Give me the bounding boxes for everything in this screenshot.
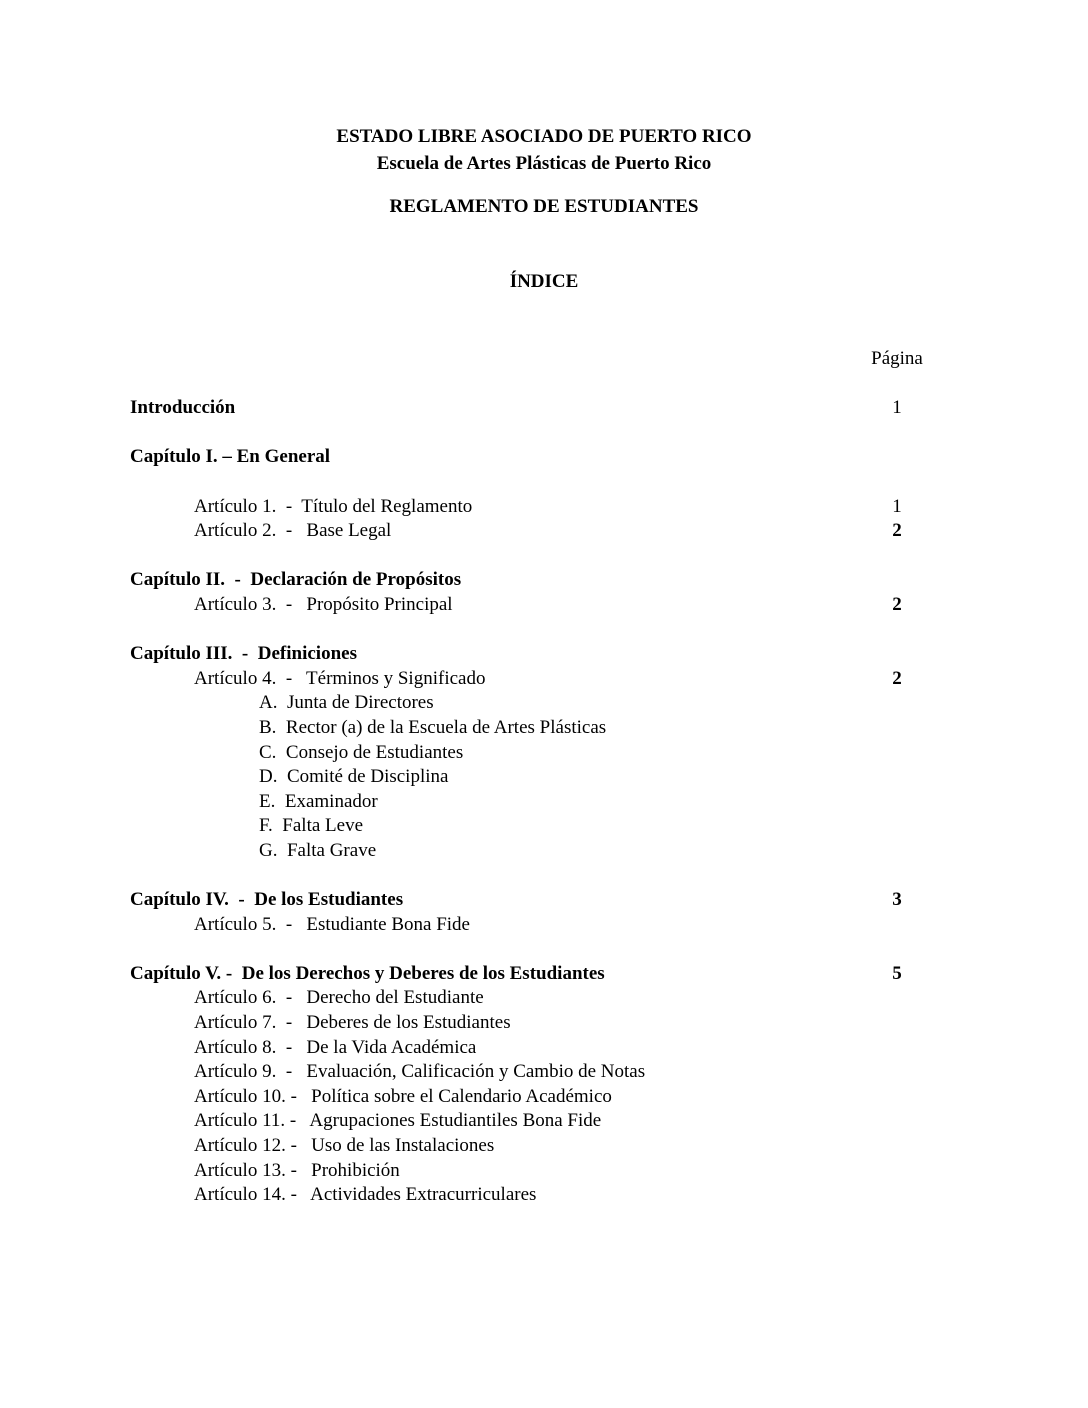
- toc-entry-label: Capítulo IV. - De los Estudiantes: [130, 889, 404, 911]
- toc-row: [130, 519, 947, 544]
- toc-row: [130, 691, 947, 716]
- toc-page-number: 1: [892, 397, 902, 419]
- toc-entry-label: Artículo 7. - Deberes de los Estudiantes: [194, 1012, 511, 1034]
- toc-entry-label: Artículo 3. - Propósito Principal: [194, 593, 453, 615]
- toc-entry-label: F. Falta Leve: [259, 815, 364, 837]
- toc-page-number: 1: [892, 495, 902, 517]
- toc-row: [130, 962, 947, 987]
- page-column-header: Página: [871, 348, 923, 369]
- toc-entry-label: E. Examinador: [259, 790, 378, 812]
- toc-entry-label: Artículo 13. - Prohibición: [194, 1159, 400, 1181]
- toc-entry-label: Artículo 1. - Título del Reglamento: [194, 495, 473, 517]
- toc-entry-label: A. Junta de Directores: [259, 692, 434, 714]
- toc-row: [130, 986, 947, 1011]
- toc-entry-label: Artículo 14. - Actividades Extracurriculares: [194, 1184, 537, 1206]
- toc-row: [130, 1060, 947, 1085]
- title-line-3: REGLAMENTO DE ESTUDIANTES: [389, 196, 699, 217]
- toc-entry-label: Artículo 10. - Política sobre el Calendario Académico: [194, 1085, 612, 1107]
- toc-entry-label: Artículo 6. - Derecho del Estudiante: [194, 987, 484, 1009]
- toc-page-number: 3: [892, 889, 902, 911]
- toc-row: [130, 888, 947, 913]
- toc-entry-label: Artículo 2. - Base Legal: [194, 520, 392, 542]
- page-column-header-row: [130, 347, 947, 372]
- toc-page-number: 2: [892, 593, 902, 615]
- toc-row: [130, 568, 947, 593]
- toc-entry-label: Artículo 5. - Estudiante Bona Fide: [194, 913, 470, 935]
- toc-entry-label: Artículo 9. - Evaluación, Calificación y Cambio de Notas: [194, 1061, 646, 1083]
- toc-entry-label: Artículo 8. - De la Vida Académica: [194, 1036, 477, 1058]
- toc-entry-label: Capítulo I. – En General: [130, 446, 331, 468]
- toc-row: [130, 396, 947, 421]
- table-of-contents: [130, 347, 947, 1208]
- toc-row: [130, 445, 947, 470]
- title-line-2: Escuela de Artes Plásticas de Puerto Rico: [376, 153, 712, 174]
- toc-row: [130, 913, 947, 938]
- toc-entry-label: Artículo 12. - Uso de las Instalaciones: [194, 1135, 495, 1156]
- toc-entry-label: C. Consejo de Estudiantes: [259, 741, 464, 763]
- toc-row: [130, 839, 947, 864]
- document-header: [0, 0, 1088, 295]
- toc-row: [130, 741, 947, 766]
- toc-page-number: 2: [892, 520, 902, 542]
- title-line-1: ESTADO LIBRE ASOCIADO DE PUERTO RICO: [336, 126, 752, 147]
- toc-row: [130, 716, 947, 741]
- toc-entry-label: Introducción: [130, 397, 236, 419]
- toc-entry-label: Artículo 11. - Agrupaciones Estudiantiles Bona Fide: [194, 1110, 602, 1132]
- toc-row: [130, 1036, 947, 1061]
- toc-row: [130, 814, 947, 839]
- toc-row: [130, 495, 947, 520]
- toc-row: [130, 642, 947, 667]
- toc-row: [130, 1011, 947, 1036]
- toc-entry-label: Capítulo II. - Declaración de Propósitos: [130, 569, 462, 591]
- toc-row: [130, 1134, 947, 1159]
- toc-entry-label: D. Comité de Disciplina: [259, 766, 449, 788]
- toc-row: [130, 1109, 947, 1134]
- toc-entry-label: Capítulo V. - De los Derechos y Deberes de los Estudiantes: [130, 962, 605, 984]
- toc-row: [130, 765, 947, 790]
- toc-row: [130, 1159, 947, 1184]
- toc-page-number: 5: [892, 962, 902, 984]
- toc-page-number: 2: [892, 667, 902, 689]
- toc-row: [130, 1183, 947, 1208]
- toc-entry-label: G. Falta Grave: [259, 839, 377, 861]
- toc-row: [130, 593, 947, 618]
- toc-row: [130, 790, 947, 815]
- toc-row: [130, 667, 947, 692]
- index-title: ÍNDICE: [509, 271, 579, 292]
- toc-entry-label: Capítulo III. - Definiciones: [130, 643, 357, 665]
- toc-entry-label: B. Rector (a) de la Escuela de Artes Plásticas: [259, 716, 607, 738]
- toc-row: [130, 1085, 947, 1110]
- toc-entry-label: Artículo 4. - Términos y Significado: [194, 667, 486, 689]
